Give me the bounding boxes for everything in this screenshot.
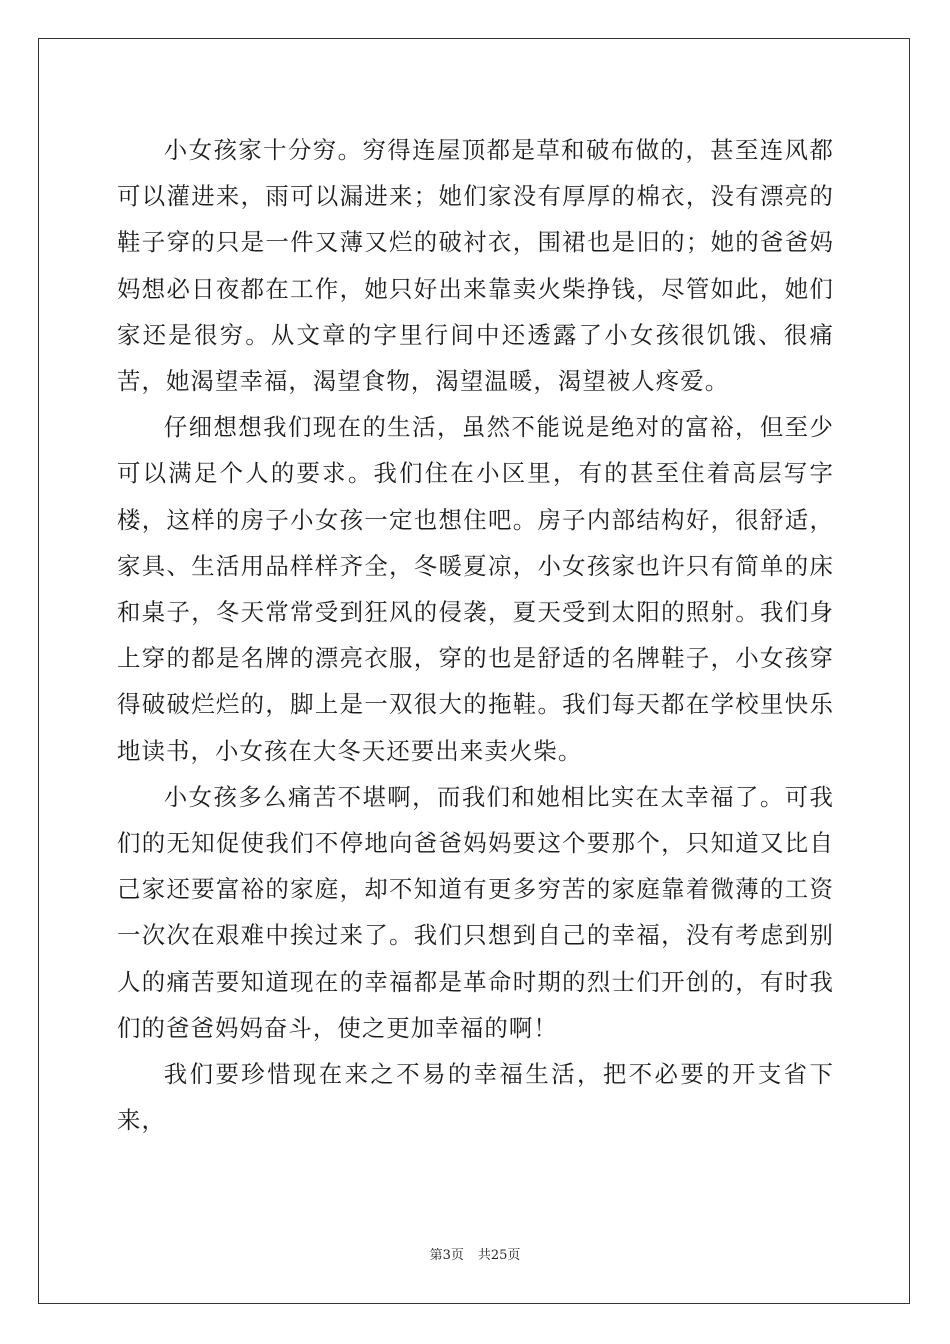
paragraph: 小女孩家十分穷。穷得连屋顶都是草和破布做的，甚至连风都可以灌进来，雨可以漏进来；她们家没有厚厚的棉衣，没有漂亮的鞋子穿的只是一件又薄又烂的破衬衣，围裙也是旧的；她的爸爸妈妈想必日夜都在工作，她只好出来靠卖火柴挣钱，尽管如此，她们家还是很穷。从文章的字里行间中还透露了小女孩很饥饿、很痛苦，她渴望幸福，渴望食物，渴望温暖，渴望被人疼爱。 [117, 136, 834, 396]
page-number: 第3页 [429, 1248, 464, 1263]
document-body [117, 127, 834, 1143]
page-footer [0, 1247, 950, 1265]
paragraph: 小女孩多么痛苦不堪啊，而我们和她相比实在太幸福了。可我们的无知促使我们不停地向爸爸妈妈要这个要那个，只知道又比自己家还要富裕的家庭，却不知道有更多穷苦的家庭靠着微薄的工资一次次在艰难中挨过来了。我们只想到自己的幸福，没有考虑到别人的痛苦要知道现在的幸福都是革命时期的烈士们开创的，有时我们的爸爸妈妈奋斗，使之更加幸福的啊！ [117, 782, 834, 1042]
paragraph: 我们要珍惜现在来之不易的幸福生活，把不必要的开支省下来， [117, 1060, 834, 1135]
page-total: 共25页 [477, 1248, 521, 1263]
paragraph: 仔细想想我们现在的生活，虽然不能说是绝对的富裕，但至少可以满足个人的要求。我们住在小区里，有的甚至住着高层写字楼，这样的房子小女孩一定也想住吧。房子内部结构好，很舒适，家具、生活用品样样齐全，冬暖夏凉，小女孩家也许只有简单的床和桌子，冬天常常受到狂风的侵袭，夏天受到太阳的照射。我们身上穿的都是名牌的漂亮衣服，穿的也是舒适的名牌鞋子，小女孩穿得破破烂烂的，脚上是一双很大的拖鞋。我们每天都在学校里快乐地读书，小女孩在大冬天还要出来卖火柴。 [117, 413, 834, 765]
